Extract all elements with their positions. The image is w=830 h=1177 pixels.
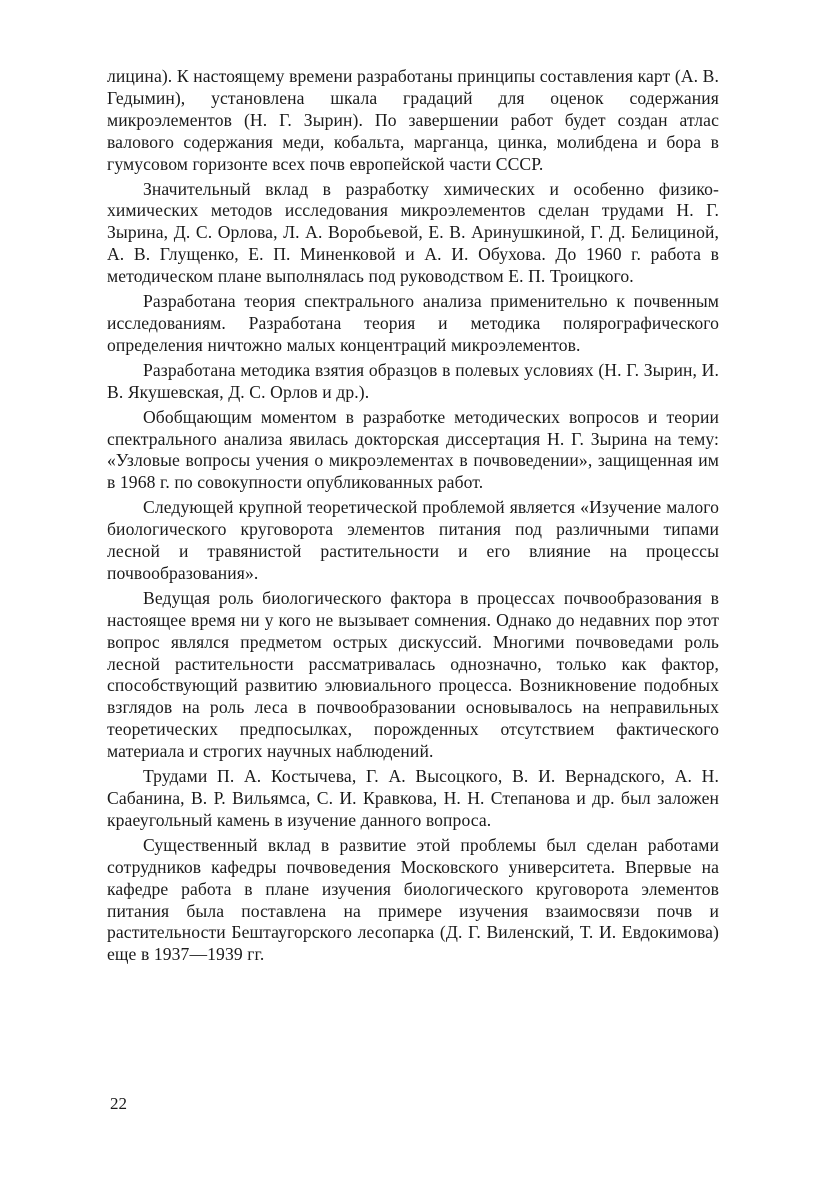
page-text-block <box>107 66 719 966</box>
paragraph: Значительный вклад в разработку химических и особенно физико-химических методов исследования микроэлементов сделан трудами Н. Г. Зырина, Д. С. Орлова, Л. А. Воробьевой, Е. В. Аринушкиной, Г. Д. Белициной, А. В. Глущенко, Е. П. Миненковой и А. И. Обухова. До 1960 г. работа в методическом плане выполнялась под руководством Е. П. Троицкого. <box>107 178 719 287</box>
paragraph: Разработана теория спектрального анализа применительно к почвенным исследованиям. Разработана теория и методика полярографического определения ничтожно малых концентраций микроэлементов. <box>107 291 719 355</box>
paragraph: Следующей крупной теоретической проблемой является «Изучение малого биологического круговорота элементов питания под различными типами лесной и травянистой растительности и его влияние на процессы почвообразования». <box>107 497 719 583</box>
paragraph: Трудами П. А. Костычева, Г. А. Высоцкого, В. И. Вернадского, А. Н. Сабанина, В. Р. Вильямса, С. И. Кравкова, Н. Н. Степанова и др. был заложен краеугольный камень в изучение данного вопроса. <box>107 766 719 830</box>
paragraph: лицина). К настоящему времени разработаны принципы составления карт (А. В. Гедымин), установлена шкала градаций для оценок содержания микроэлементов (Н. Г. Зырин). По завершении работ будет создан атлас валового содержания меди, кобальта, марганца, цинка, молибдена и бора в гумусовом горизонте всех почв европейской части СССР. <box>107 66 719 174</box>
paragraph: Разработана методика взятия образцов в полевых условиях (Н. Г. Зырин, И. В. Якушевская, Д. С. Орлов и др.). <box>107 359 719 402</box>
page-number: 22 <box>110 1094 127 1113</box>
paragraph: Существенный вклад в развитие этой проблемы был сделан работами сотрудников кафедры почвоведения Московского университета. Впервые на кафедре работа в плане изучения биологического круговорота элементов питания была поставлена на примере изучения взаимосвязи почв и растительности Бештаугорского лесопарка (Д. Г. Виленский, Т. И. Евдокимова) еще в 1937—1939 гг. <box>107 834 719 965</box>
paragraph: Обобщающим моментом в разработке методических вопросов и теории спектрального анализа явилась докторская диссертация Н. Г. Зырина на тему: «Узловые вопросы учения о микроэлементах в почвоведении», защищенная им в 1968 г. по совокупности опубликованных работ. <box>107 406 719 493</box>
paragraph: Ведущая роль биологического фактора в процессах почвообразования в настоящее время ни у кого не вызывает сомнения. Однако до недавних пор этот вопрос являлся предметом острых дискуссий. Многими почвоведами роль лесной растительности рассматривалась однозначно, только как фактор, способствующий развитию элювиального процесса. Возникновение подобных взглядов на роль леса в почвообразовании основывалось на неправильных теоретических предпосылках, порожденных отсутствием фактического материала и строгих научных наблюдений. <box>107 587 719 762</box>
